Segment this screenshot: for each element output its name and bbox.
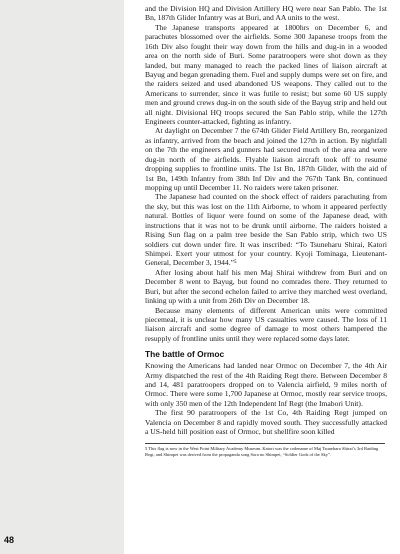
page-margin-panel (0, 0, 124, 554)
paragraph: After losing about half his men Maj Shirai withdrew from Buri and on December 8 went to Bayug, but found no comrades there. They returned to Buri, but after the second echelon failed to arrive they marched west overland, linking up with a unit from 26th Div on December 18. (145, 267, 387, 306)
paragraph: and the Division HQ and Division Artillery HQ were near San Pablo. The 1st Bn, 187th Glider Infantry was at Buri, and AA units to the west. (145, 4, 387, 23)
section-heading: The battle of Ormoc (145, 349, 225, 360)
paragraph: The Japanese had counted on the shock effect of raiders parachuting from the sky, but this was lost on the 11th Airborne, to whom it appeared perfectly natural. Bottles of liquor were found on some of the Japanese dead, with instructions that it was not to be drunk until airborne. The raiders hoisted a Rising Sun flag on a palm tree beside the San Pablo strip, which two US soldiers cut down under fire. It was inscribed: “To Tsuneharu Shirai, Katori Shimpei. Exert your utmost for your country. Kyoji Tominaga, Lieutenant-General, December 3, 1944.”⁵ (145, 192, 387, 268)
paragraph: Because many elements of different American units were committed piecemeal, it is unclear how many US casualties were caused. The loss of 11 liaison aircraft and some degree of damage to most others hampered the resupply of frontline units until they were replaced some days later. (145, 305, 387, 343)
paragraph: The Japanese transports appeared at 1800hrs on December 6, and parachutes blossomed over the airfields. Some 300 Japanese troops from the 16th Div also fought their way down from the hills and dug-in in a wooded area on the north side of Buri. Some paratroopers were shot down as they landed, but many managed to reach the packed lines of liaison aircraft at Bayug and began grenading them. Fuel and supply dumps were set on fire, and the raiders seized and used abandoned US weapons. They called out to the Americans to surrender, since it was futile to resist; but some 60 US supply men and ground crews dug-in on the south side of the Bayug strip and held out all night. Divisional HQ troops secured the San Pablo strip, while the 127th Engineers counter-attacked, fighting as infantry. (145, 22, 387, 127)
page-body (145, 0, 387, 458)
paragraph: At daylight on December 7 the 674th Glider Field Artillery Bn, reorganized as infantry, arrived from the beach and joined the 127th in action. By nightfall on the 7th the engineers and gunners had secured much of the area and were dug-in north of the airfields. Flyable liaison aircraft took off to resume dropping supplies to frontline units. The 1st Bn, 187th Glider, with the aid of 1st Bn, 149th Infantry from 38th Inf Div and the 767th Tank Bn, continued mopping up until December 11. No raiders were taken prisoner. (145, 126, 387, 193)
paragraph: Knowing the Americans had landed near Ormoc on December 7, the 4th Air Army dispatched the rest of the 4th Raiding Regt there. Between December 8 and 14, 481 paratroopers dropped on to Valencia airfield, 9 miles north of Ormoc. There were some 1,700 Japanese at Ormoc, mostly rear service troops, with only 350 men of the 12th Independent Inf Regt (the Imabori Unit). (145, 361, 387, 408)
paragraph: The first 90 paratroopers of the 1st Co, 4th Raiding Regt jumped on Valencia on December 8 and rapidly moved south. They successfully attacked a US-held hill position east of Ormoc, but shellfire soon killed (145, 408, 387, 437)
footnote-divider (145, 443, 385, 444)
page-number: 48 (4, 535, 15, 545)
footnote: 5 This flag is now in the West Point Military Academy Museum. Katori was the codename of Maj Tsuneharu Shirai’s 3rd Raiding Regt, and Shimpei was derived from the propaganda song Sora no Shimpei, “Soldier Gods of the Sky”. (145, 445, 379, 457)
